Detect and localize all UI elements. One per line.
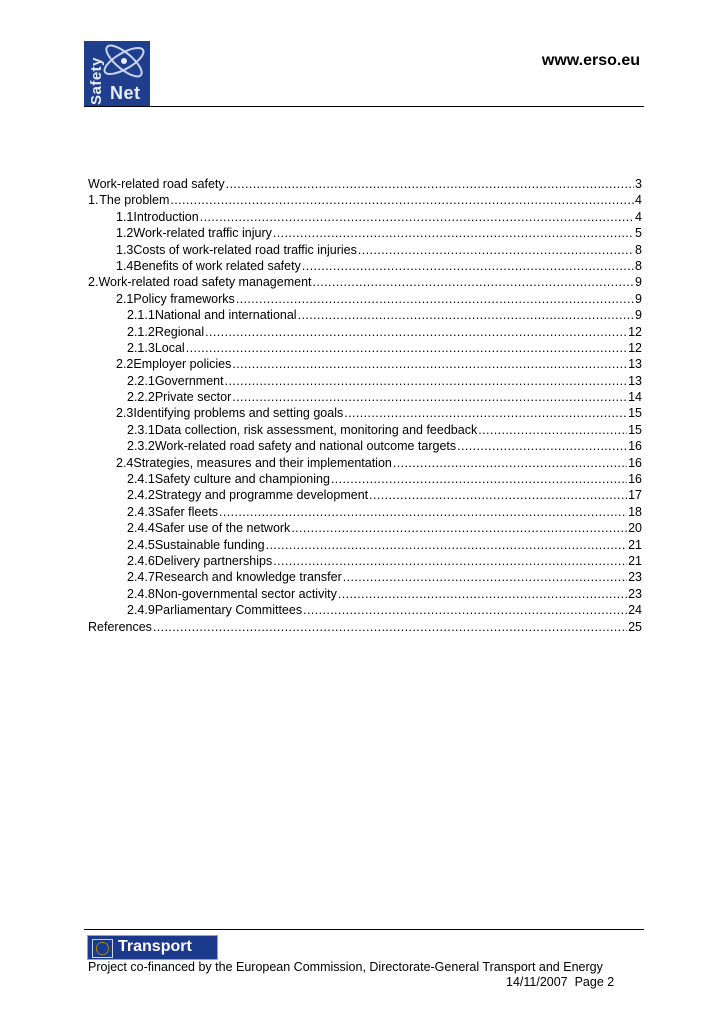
header-divider: [84, 106, 644, 107]
toc-entry-title: Delivery partnerships: [154, 553, 273, 568]
toc-leader-dots: [291, 520, 627, 536]
toc-entry-title: Strategies, measures and their implementation: [133, 455, 392, 470]
toc-entry-page: 12: [628, 340, 642, 355]
toc-entry[interactable]: [88, 438, 642, 454]
toc-entry[interactable]: [88, 405, 642, 421]
toc-leader-dots: [232, 389, 627, 405]
toc-entry-number: 2.1.3: [127, 340, 155, 355]
toc-entry-number: 2.4.5: [127, 537, 155, 552]
site-url[interactable]: www.erso.eu: [541, 52, 640, 69]
toc-leader-dots: [393, 455, 627, 471]
toc-entry[interactable]: [88, 520, 642, 536]
toc-entry-title: References: [88, 619, 152, 634]
toc-leader-dots: [236, 291, 634, 307]
toc-entry-title: Safety culture and championing: [154, 472, 330, 487]
toc-entry[interactable]: [88, 373, 642, 389]
toc-entry-page: 12: [628, 324, 642, 339]
eu-flag-icon: [92, 939, 113, 958]
toc-entry-title: Private sector: [154, 390, 232, 405]
toc-entry-number: 2.2: [116, 357, 134, 372]
toc-entry-number: 1.3: [116, 242, 134, 257]
toc-entry-title: Data collection, risk assessment, monitoring and feedback: [154, 422, 478, 437]
toc-leader-dots: [153, 619, 627, 635]
toc-entry[interactable]: [88, 569, 642, 585]
toc-entry-page: 13: [628, 357, 642, 372]
toc-entry-number: 2.4.8: [127, 586, 155, 601]
toc-entry-number: 2.1: [116, 291, 134, 306]
toc-entry[interactable]: [88, 176, 642, 192]
toc-entry-page: 16: [628, 455, 642, 470]
toc-entry-number: 2.2.1: [127, 373, 155, 388]
toc-entry-page: 17: [628, 488, 642, 503]
toc-entry[interactable]: [88, 455, 642, 471]
toc-entry[interactable]: [88, 324, 642, 340]
toc-entry[interactable]: [88, 307, 642, 323]
toc-entry[interactable]: [88, 553, 642, 569]
toc-entry[interactable]: [88, 537, 642, 553]
toc-entry-number: 2.3: [116, 406, 134, 421]
toc-entry-number: 2.3.2: [127, 439, 155, 454]
toc-entry-page: 16: [628, 472, 642, 487]
toc-leader-dots: [338, 586, 627, 602]
toc-leader-dots: [457, 438, 627, 454]
toc-entry[interactable]: [88, 471, 642, 487]
toc-entry-number: 2.: [88, 275, 99, 290]
toc-entry-page: 23: [628, 570, 642, 585]
toc-entry-title: Safer use of the network: [154, 521, 291, 536]
toc-entry-page: 9: [635, 291, 642, 306]
toc-entry-title: Strategy and programme development: [154, 488, 369, 503]
toc-entry-title: Policy frameworks: [133, 291, 235, 306]
toc-entry-number: 2.1.1: [127, 308, 155, 323]
toc-entry-page: 18: [628, 504, 642, 519]
logo-text-net: Net: [110, 83, 141, 103]
toc-entry-title: Parliamentary Committees: [154, 603, 303, 618]
toc-entry-title: Research and knowledge transfer: [154, 570, 342, 585]
toc-entry-number: 2.4.9: [127, 603, 155, 618]
toc-entry[interactable]: [88, 258, 642, 274]
toc-entry-title: Sustainable funding: [154, 537, 265, 552]
toc-entry-number: 1.1: [116, 209, 134, 224]
toc-entry-title: Work-related traffic injury: [133, 226, 272, 241]
toc-entry[interactable]: [88, 586, 642, 602]
toc-entry-page: 24: [628, 603, 642, 618]
toc-entry-page: 8: [635, 242, 642, 257]
safetynet-logo: [84, 41, 150, 107]
toc-entry-title: Government: [154, 373, 224, 388]
toc-entry-page: 23: [628, 586, 642, 601]
toc-entry-title: Identifying problems and setting goals: [133, 406, 344, 421]
toc-entry[interactable]: [88, 487, 642, 503]
toc-entry-title: Work-related road safety: [88, 177, 225, 191]
toc-entry[interactable]: [88, 242, 642, 258]
toc-entry-number: 2.2.2: [127, 390, 155, 405]
toc-entry-number: 2.4.6: [127, 553, 155, 568]
toc-entry-title: Costs of work-related road traffic injuries: [133, 242, 357, 257]
footer-date: 14/11/2007: [506, 975, 568, 989]
page-number: Page 2: [574, 975, 615, 989]
toc-leader-dots: [226, 176, 634, 192]
toc-leader-dots: [302, 258, 634, 274]
toc-entry-page: 4: [635, 193, 642, 208]
toc-entry-number: 2.1.2: [127, 324, 155, 339]
toc-entry[interactable]: [88, 274, 642, 290]
toc-entry-title: Non-governmental sector activity: [154, 586, 337, 601]
toc-entry-title: Benefits of work related safety: [133, 258, 301, 273]
toc-leader-dots: [186, 340, 627, 356]
toc-entry[interactable]: [88, 340, 642, 356]
toc-entry[interactable]: [88, 619, 642, 635]
toc-entry-number: 1.4: [116, 258, 134, 273]
toc-entry[interactable]: [88, 291, 642, 307]
toc-leader-dots: [225, 373, 628, 389]
toc-entry[interactable]: [88, 356, 642, 372]
toc-entry-page: 15: [628, 406, 642, 421]
toc-entry-number: 2.4.7: [127, 570, 155, 585]
toc-entry[interactable]: [88, 422, 642, 438]
toc-entry-number: 2.4.1: [127, 472, 155, 487]
toc-entry[interactable]: [88, 225, 642, 241]
toc-entry-page: 14: [628, 390, 642, 405]
footer-divider: [84, 929, 644, 930]
transport-label: Transport: [118, 938, 192, 955]
toc-leader-dots: [344, 405, 627, 421]
toc-leader-dots: [369, 487, 627, 503]
toc-entry-page: 15: [628, 422, 642, 437]
toc-entry-title: Safer fleets: [154, 504, 219, 519]
toc-entry-page: 8: [635, 258, 642, 273]
toc-leader-dots: [200, 209, 634, 225]
toc-entry-page: 3: [635, 177, 642, 191]
toc-entry-number: 2.4.2: [127, 488, 155, 503]
toc-entry-title: Employer policies: [133, 357, 232, 372]
toc-leader-dots: [266, 537, 627, 553]
toc-leader-dots: [170, 192, 634, 208]
toc-entry-title: Regional: [154, 324, 205, 339]
toc-leader-dots: [219, 504, 627, 520]
toc-leader-dots: [205, 324, 627, 340]
toc-entry-page: 25: [628, 619, 642, 634]
toc-leader-dots: [313, 274, 635, 290]
toc-entry-title: National and international: [154, 308, 297, 323]
transport-logo: [87, 935, 218, 960]
table-of-contents: [88, 176, 642, 635]
toc-entry-title: Work-related road safety and national outcome targets: [154, 439, 457, 454]
toc-leader-dots: [298, 307, 634, 323]
toc-leader-dots: [303, 602, 627, 618]
toc-leader-dots: [232, 356, 627, 372]
toc-entry[interactable]: [88, 504, 642, 520]
toc-leader-dots: [331, 471, 627, 487]
logo-text-safety: Safety: [88, 56, 105, 105]
toc-entry-number: 1.: [88, 193, 99, 208]
toc-entry-title: The problem: [99, 193, 170, 208]
footer-date-page: [506, 975, 614, 989]
toc-entry-number: 2.3.1: [127, 422, 155, 437]
toc-entry[interactable]: [88, 389, 642, 405]
toc-entry-page: 20: [628, 521, 642, 536]
toc-entry-title: Work-related road safety management: [98, 275, 312, 290]
toc-entry-number: 2.4.3: [127, 504, 155, 519]
toc-entry[interactable]: [88, 209, 642, 225]
toc-entry-number: 2.4: [116, 455, 134, 470]
toc-entry-page: 21: [628, 553, 642, 568]
toc-entry-number: 2.4.4: [127, 521, 155, 536]
toc-entry-page: 13: [628, 373, 642, 388]
toc-entry-page: 16: [628, 439, 642, 454]
toc-entry[interactable]: [88, 602, 642, 618]
toc-entry-title: Introduction: [133, 209, 199, 224]
toc-entry-page: 21: [628, 537, 642, 552]
toc-entry[interactable]: [88, 192, 642, 208]
toc-leader-dots: [358, 242, 634, 258]
toc-leader-dots: [273, 225, 634, 241]
toc-entry-page: 9: [635, 308, 642, 323]
toc-entry-page: 5: [635, 226, 642, 241]
toc-entry-page: 4: [635, 209, 642, 224]
toc-leader-dots: [273, 553, 627, 569]
toc-entry-title: Local: [154, 340, 185, 355]
toc-leader-dots: [478, 422, 627, 438]
toc-leader-dots: [343, 569, 627, 585]
cofinance-note: Project co-financed by the European Commission, Directorate-General Transport and Energy: [88, 960, 603, 974]
toc-entry-number: 1.2: [116, 226, 134, 241]
toc-entry-page: 9: [635, 275, 642, 290]
